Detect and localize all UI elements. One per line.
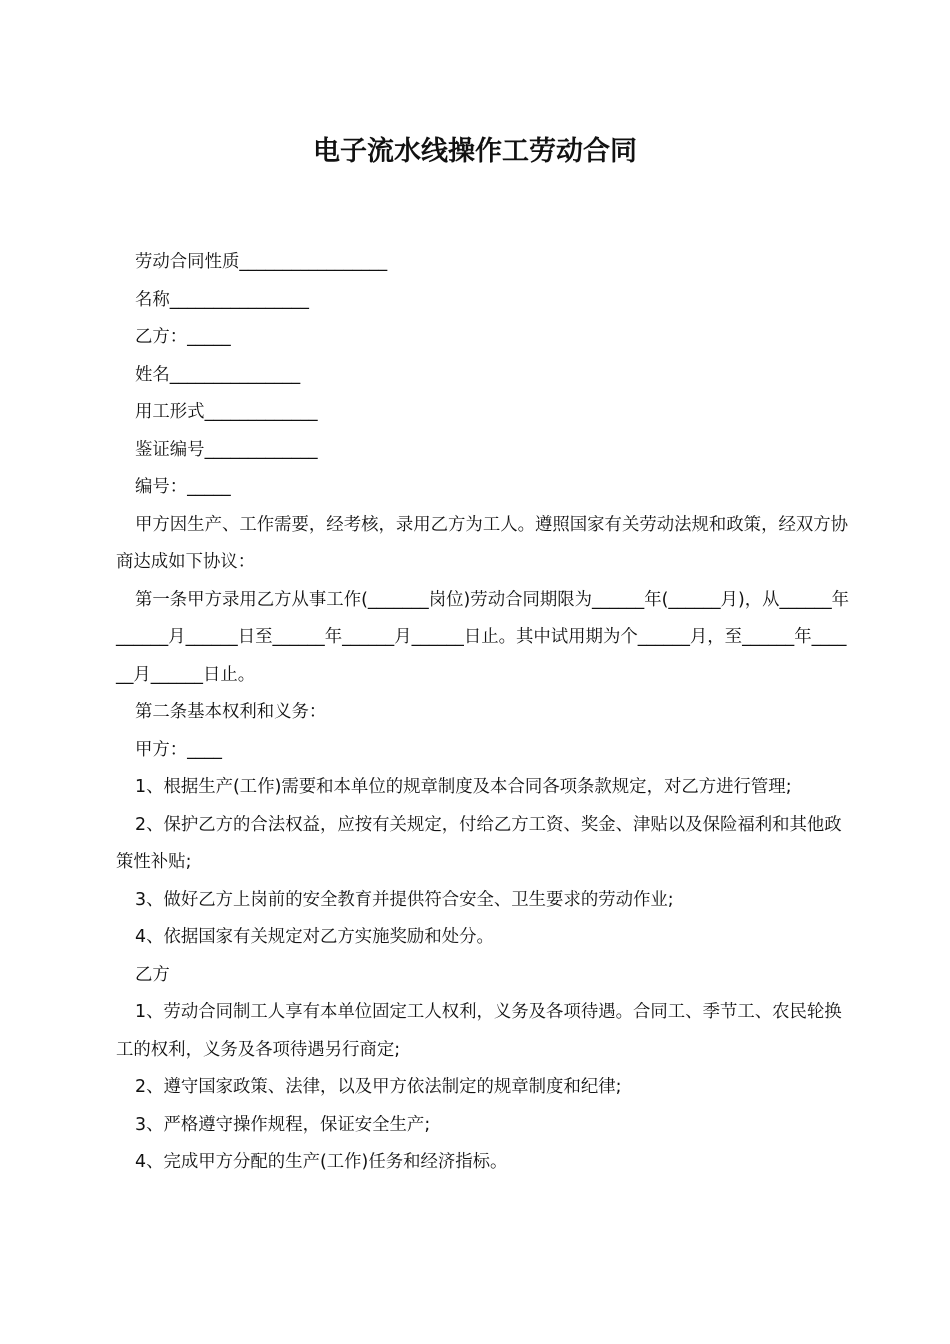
paragraph-party-b: 乙方：_____	[135, 327, 231, 347]
paragraph-employment-form: 用工形式_____________	[135, 402, 318, 422]
paragraph-party-b-heading: 乙方	[135, 964, 170, 985]
list-item: 4、依据国家有关规定对乙方实施奖励和处分。	[135, 927, 494, 947]
paragraph-verification-number: 鉴证编号_____________	[135, 439, 318, 460]
paragraph-party-a: 甲方：____	[135, 739, 222, 760]
list-item: 1、根据生产(工作)需要和本单位的规章制度及本合同各项条款规定，对乙方进行管理;	[135, 777, 792, 797]
list-item: 4、完成甲方分配的生产(工作)任务和经济指标。	[135, 1152, 508, 1172]
paragraph-article-1: 第一条甲方录用乙方从事工作(_______岗位)劳动合同期限为______年(______月)，从______年______月______日至______年______月______日止。其中试用期为个______月，至______年______月______日止。	[116, 589, 850, 685]
paragraph-contract-nature: 劳动合同性质_________________	[135, 252, 388, 272]
list-item: 2、保护乙方的合法权益，应按有关规定，付给乙方工资、奖金、津贴以及保险福利和其他政策性补贴;	[116, 814, 842, 872]
paragraph-number: 编号：_____	[135, 477, 231, 497]
paragraph-full-name: 姓名_______________	[135, 364, 301, 385]
paragraph-preamble: 甲方因生产、工作需要，经考核，录用乙方为工人。遵照国家有关劳动法规和政策，经双方协商达成如下协议：	[116, 514, 849, 572]
document-title: 电子流水线操作工劳动合同	[313, 136, 637, 167]
paragraph-name: 名称________________	[135, 289, 309, 310]
list-item: 3、做好乙方上岗前的安全教育并提供符合安全、卫生要求的劳动作业;	[135, 889, 674, 910]
list-item: 3、严格遵守操作规程，保证安全生产;	[135, 1114, 431, 1135]
paragraph-article-2-heading: 第二条基本权利和义务：	[135, 702, 327, 722]
list-item: 2、遵守国家政策、法律，以及甲方依法制定的规章制度和纪律;	[135, 1077, 622, 1097]
list-item: 1、劳动合同制工人享有本单位固定工人权利，义务及各项待遇。合同工、季节工、农民轮换工的权利，义务及各项待遇另行商定;	[116, 1002, 842, 1060]
document-body	[116, 244, 850, 1182]
